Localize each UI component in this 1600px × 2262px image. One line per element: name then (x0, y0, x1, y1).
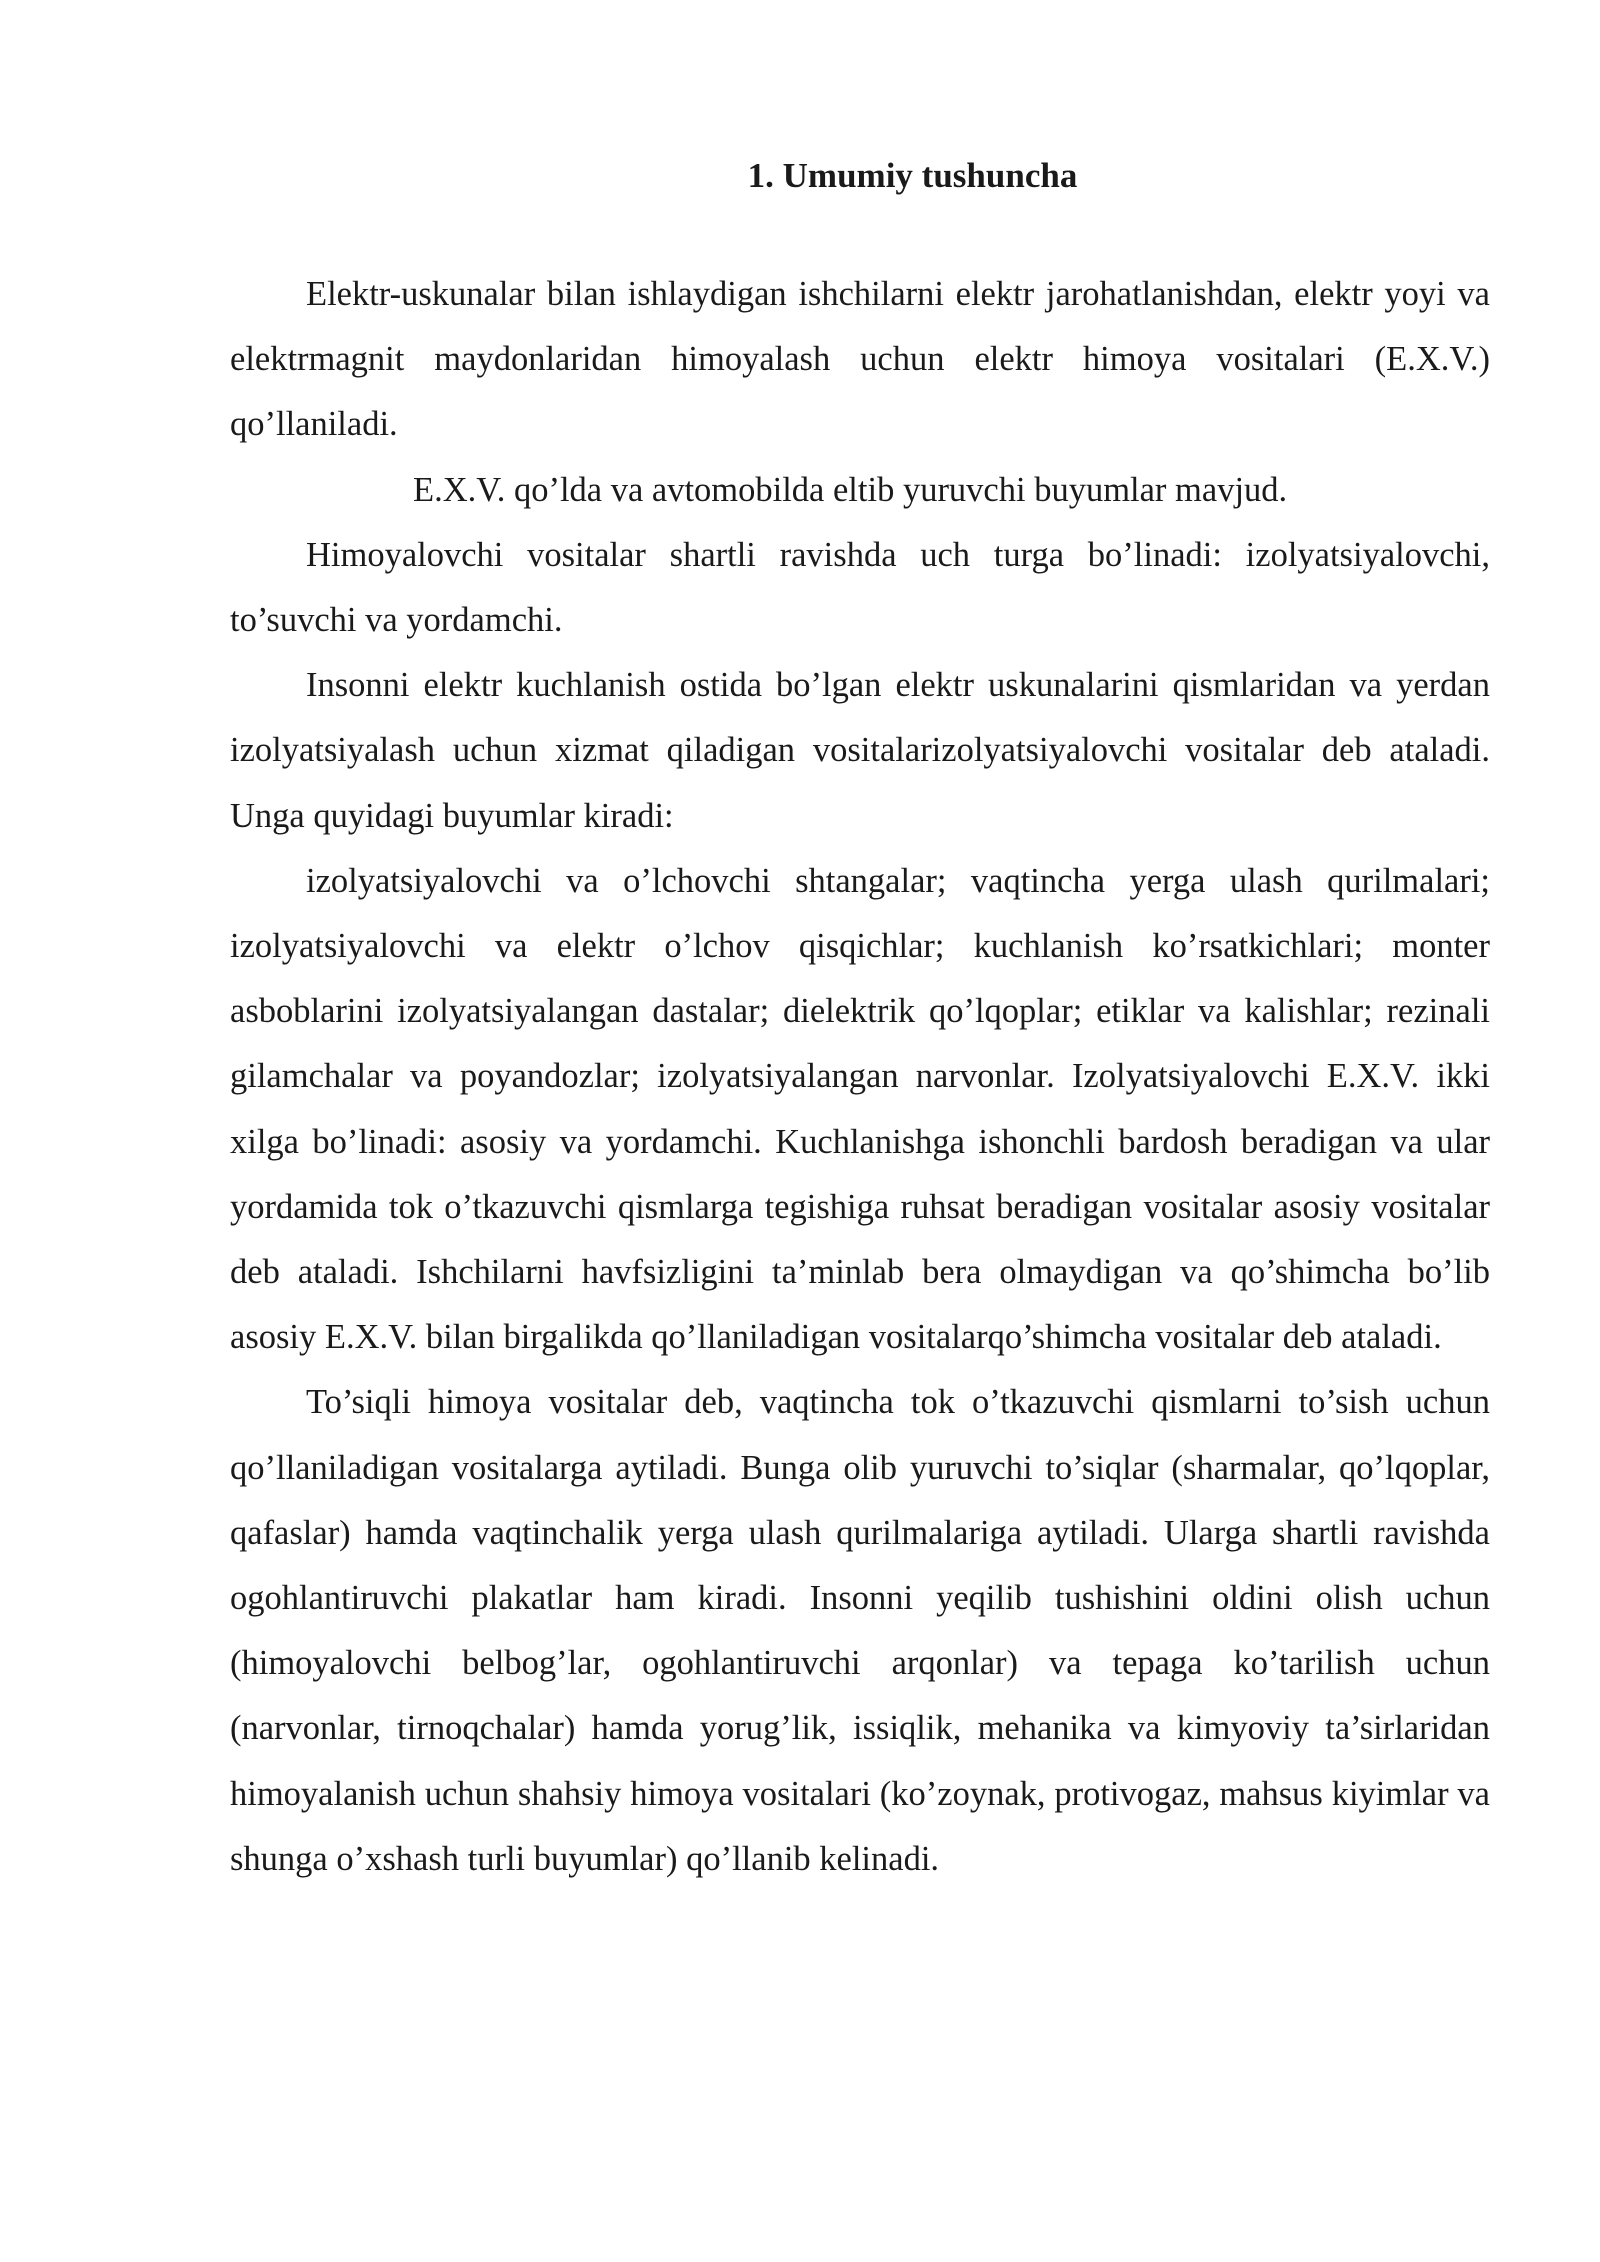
paragraph-exv-types: E.X.V. qo’lda va avtomobilda eltib yuruvchi buyumlar mavjud. (413, 470, 1288, 509)
paragraph-insulating-definition: Insonni elektr kuchlanish ostida bo’lgan elektr uskunalarini qismlaridan va yerdan izolyatsiyalash uchun xizmat qiladigan vositalarizolyatsiyalovchi vositalar deb ataladi. Unga quyidagi buyumlar kiradi: (230, 666, 1490, 835)
paragraph-classification: Himoyalovchi vositalar shartli ravishda uch turga bo’linadi: izolyatsiyalovchi, to’suvchi va yordamchi. (230, 535, 1490, 640)
section-title: 1. Umumiy tushuncha (747, 156, 1078, 195)
paragraph-intro: Elektr-uskunalar bilan ishlaydigan ishchilarni elektr jarohatlanishdan, elektr yoyi va elektrmagnit maydonlaridan himoyalash uchun elektr himoya vositalari (E.X.V.) qo’llaniladi. (230, 275, 1490, 444)
document-page (230, 150, 1490, 1892)
paragraph-insulating-items: izolyatsiyalovchi va o’lchovchi shtangalar; vaqtincha yerga ulash qurilmalari; izolyatsiyalovchi va elektr o’lchov qisqichlar; kuchlanish ko’rsatkichlari; monter asboblarini izolyatsiyalangan dastalar; dielektrik qo’lqoplar; etiklar va kalishlar; rezinali gilamchalar va poyandozlar; izolyatsiyalangan narvonlar. Izolyatsiyalovchi E.X.V. ikki xilga bo’linadi: asosiy va yordamchi. Kuchlanishga ishonchli bardosh beradigan va ular yordamida tok o’tkazuvchi qismlarga tegishiga ruhsat beradigan vositalar asosiy vositalar deb ataladi. Ishchilarni havfsizligini ta’minlab bera olmaydigan va qo’shimcha bo’lib asosiy E.X.V. bilan birgalikda qo’llaniladigan vositalarqo’shimcha vositalar deb ataladi. (230, 861, 1490, 1357)
paragraph-barrier-means: To’siqli himoya vositalar deb, vaqtincha tok o’tkazuvchi qismlarni to’sish uchun qo’llaniladigan vositalarga aytiladi. Bunga olib yuruvchi to’siqlar (sharmalar, qo’lqoplar, qafaslar) hamda vaqtinchalik yerga ulash qurilmalariga aytiladi. Ularga shartli ravishda ogohlantiruvchi plakatlar ham kiradi. Insonni yeqilib tushishini oldini olish uchun (himoyalovchi belbog’lar, ogohlantiruvchi arqonlar) va tepaga ko’tarilish uchun (narvonlar, tirnoqchalar) hamda yorug’lik, issiqlik, mehanika va kimyoviy ta’sirlaridan himoyalanish uchun shahsiy himoya vositalari (ko’zoynak, protivogaz, mahsus kiyimlar va shunga o’xshash turli buyumlar) qo’llanib kelinadi. (230, 1383, 1490, 1878)
